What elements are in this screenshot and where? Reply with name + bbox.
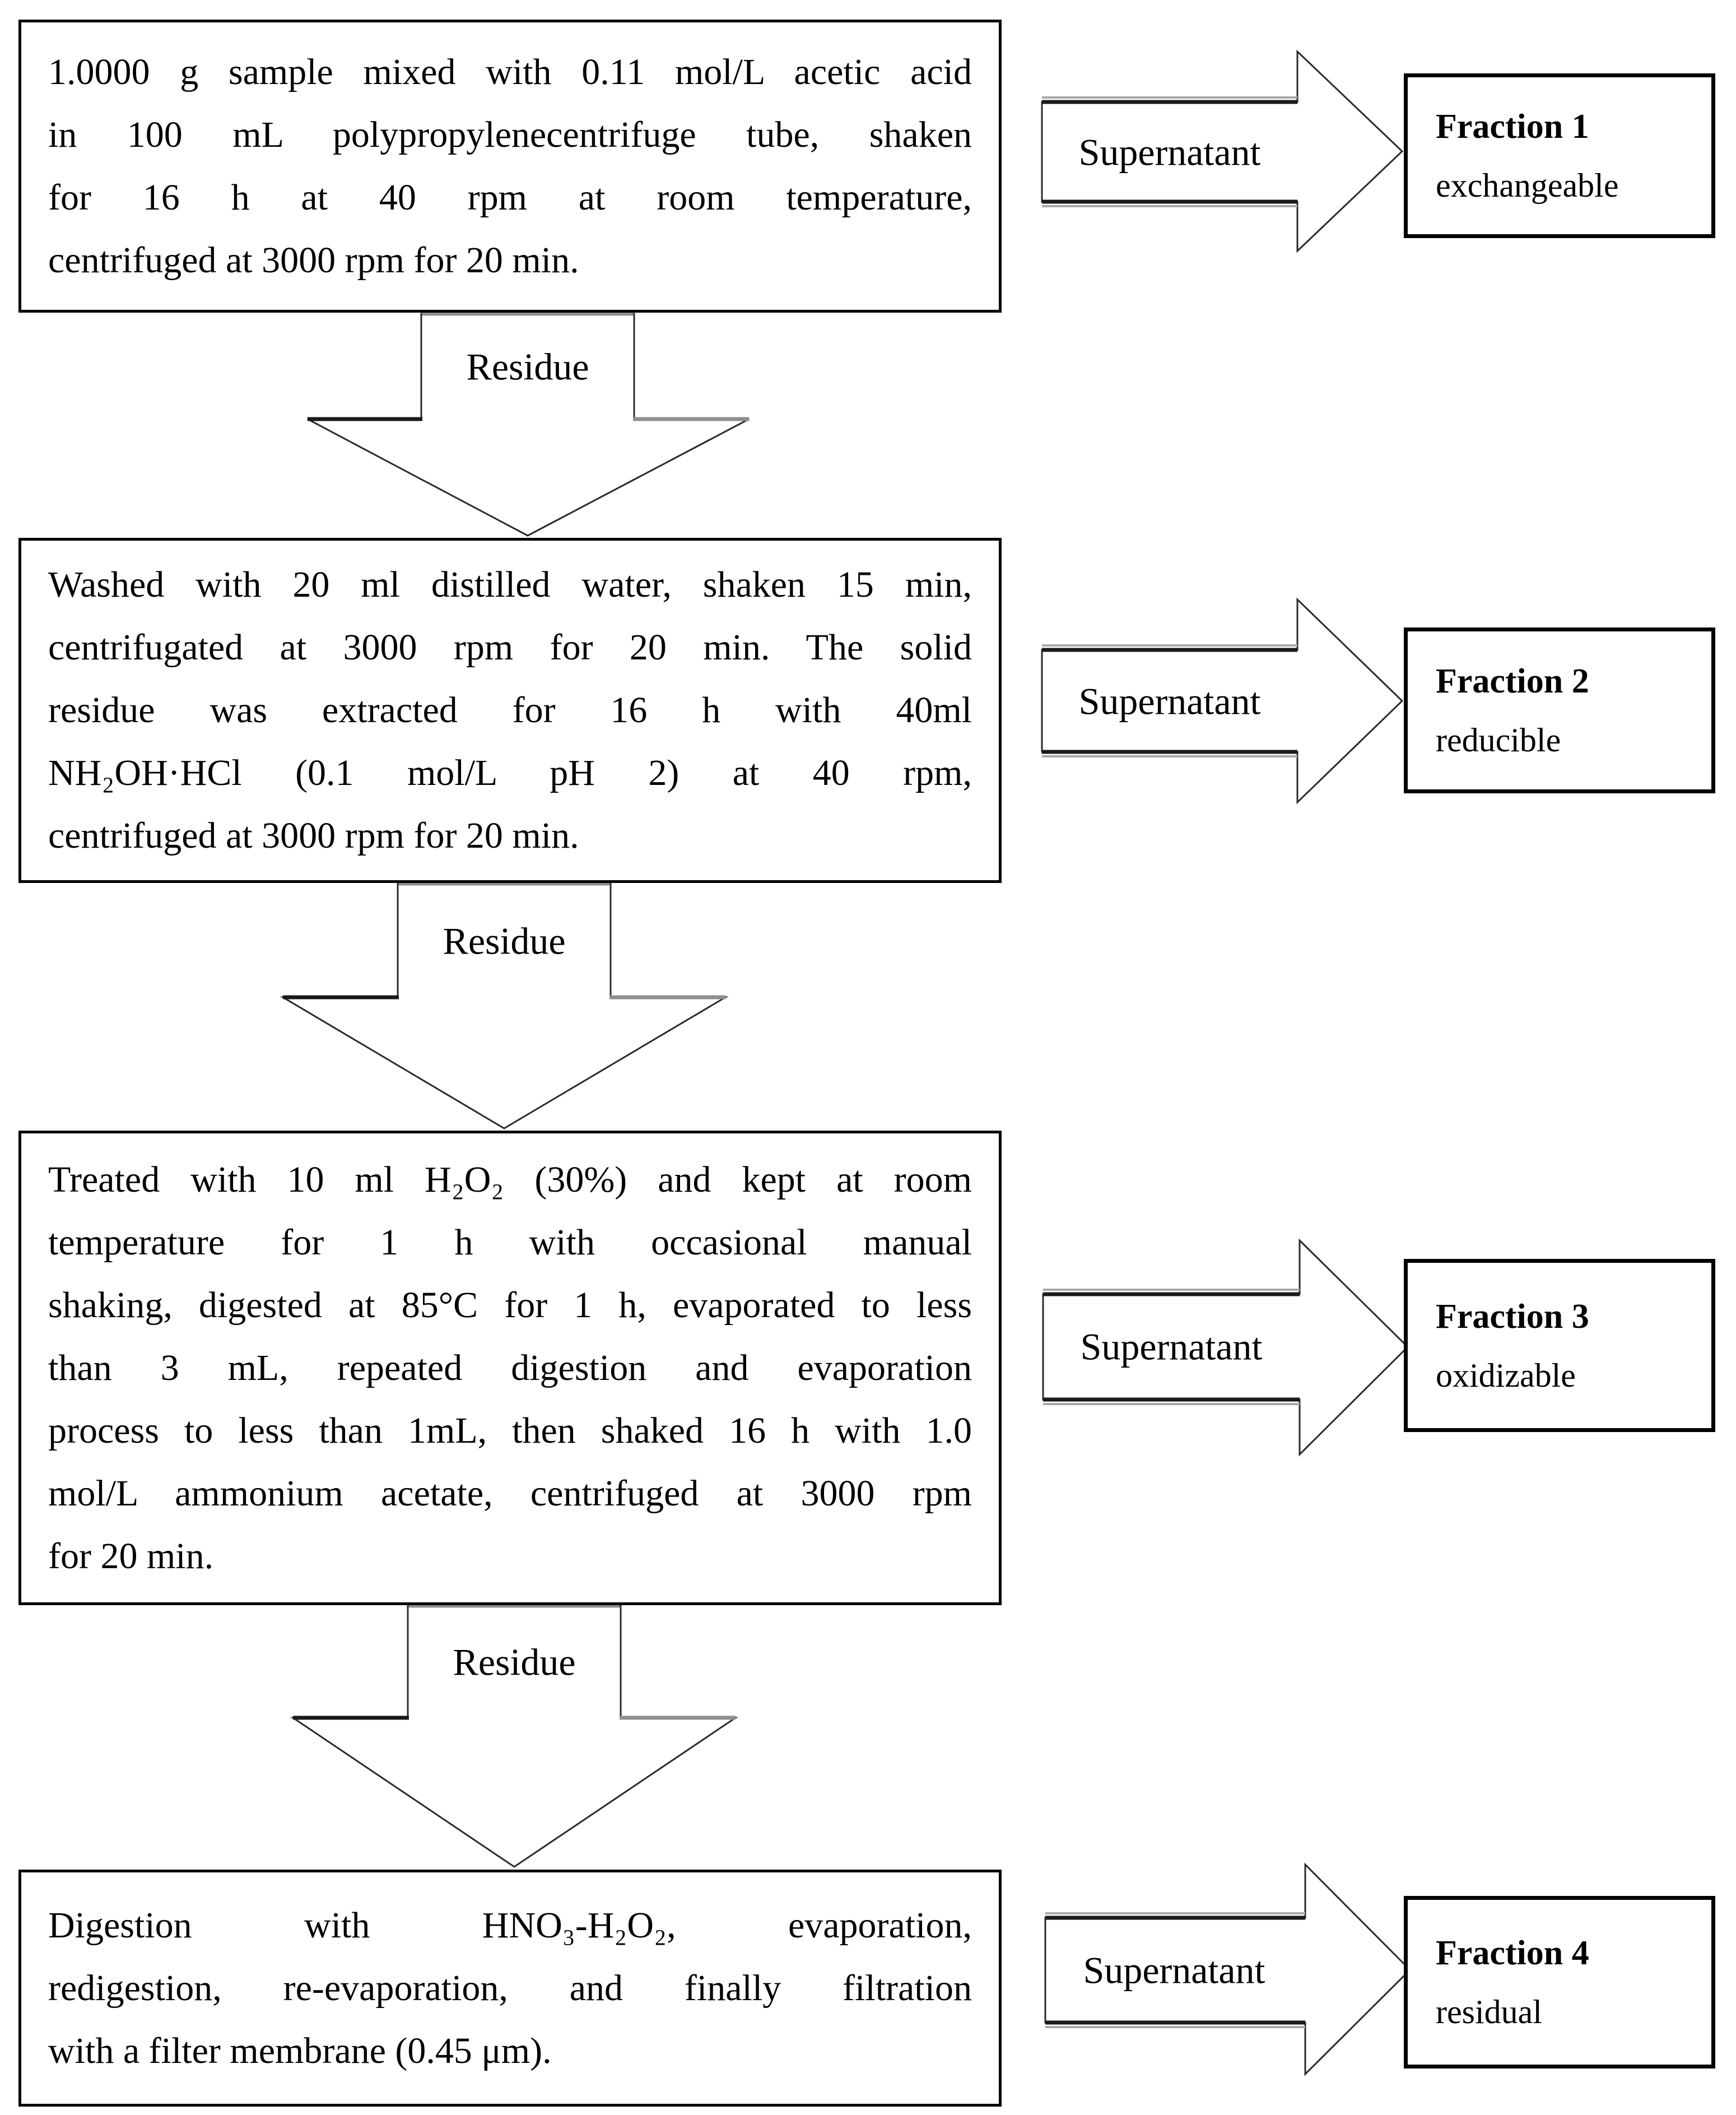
process-step-box-3 — [18, 1131, 1002, 1605]
process-step-box-2 — [18, 538, 1002, 883]
text-line: redigestion, re-evaporation, and finally filtration — [48, 1967, 972, 2009]
residue-label-2: Residue — [443, 919, 566, 963]
fraction-box-4 — [1404, 1896, 1715, 2068]
text-line: temperature for 1 h with occasional manual — [48, 1221, 972, 1263]
text-line: Treated with 10 ml H₂O₂ (30%) and kept at room — [48, 1159, 972, 1200]
process-step-box-4 — [18, 1870, 1002, 2107]
text-line: process to less than 1mL, then shaked 16 h with 1.0 — [48, 1410, 972, 1451]
text-line: mol/L ammonium acetate, centrifuged at 3000 rpm — [48, 1472, 972, 1514]
supernatant-label-2: Supernatant — [1078, 680, 1261, 723]
fraction-box-1 — [1404, 73, 1715, 238]
text-line: residue was extracted for 16 h with 40ml — [48, 690, 972, 731]
fraction-title: Fraction 2 — [1436, 662, 1589, 700]
supernatant-label-3: Supernatant — [1080, 1325, 1263, 1368]
fraction-title: Fraction 1 — [1436, 108, 1589, 146]
fraction-box-2 — [1404, 627, 1715, 793]
residue-label-3: Residue — [453, 1640, 576, 1684]
text-line: for 20 min. — [48, 1535, 214, 1577]
text-line: centrifuged at 3000 rpm for 20 min. — [48, 815, 579, 856]
text-line: centrifugated at 3000 rpm for 20 min. The solid — [48, 627, 972, 668]
supernatant-label-4: Supernatant — [1083, 1949, 1265, 1992]
step-text — [21, 41, 999, 292]
fraction-box-3 — [1404, 1259, 1715, 1432]
fraction-subtitle: residual — [1436, 1993, 1542, 2030]
supernatant-label-1: Supernatant — [1078, 131, 1261, 174]
text-line: in 100 mL polypropylenecentrifuge tube, shaken — [48, 114, 972, 155]
text-line: 1.0000 g sample mixed with 0.11 mol/L acetic acid — [48, 51, 972, 92]
fraction-subtitle: exchangeable — [1436, 167, 1619, 204]
step-text — [21, 1149, 999, 1588]
fraction-title: Fraction 3 — [1436, 1297, 1589, 1336]
text-line: than 3 mL, repeated digestion and evaporation — [48, 1347, 972, 1388]
step-text — [21, 1894, 999, 2083]
text-line: Digestion with HNO₃-H₂O₂, evaporation, — [48, 1904, 972, 1946]
text-line: centrifuged at 3000 rpm for 20 min. — [48, 239, 579, 281]
process-step-box-1 — [18, 20, 1002, 313]
text-line: NH₂OH·HCl (0.1 mol/L pH 2) at 40 rpm, — [48, 752, 972, 793]
text-line: for 16 h at 40 rpm at room temperature, — [48, 176, 972, 218]
step-text — [21, 554, 999, 867]
text-line: with a filter membrane (0.45 μm). — [48, 2030, 552, 2071]
fraction-subtitle: reducible — [1436, 722, 1561, 759]
text-line: shaking, digested at 85°C for 1 h, evaporated to less — [48, 1284, 972, 1326]
fraction-title: Fraction 4 — [1436, 1934, 1589, 1972]
fraction-subtitle: oxidizable — [1436, 1356, 1576, 1394]
text-line: Washed with 20 ml distilled water, shaken 15 min, — [48, 564, 972, 605]
residue-label-1: Residue — [466, 345, 589, 388]
